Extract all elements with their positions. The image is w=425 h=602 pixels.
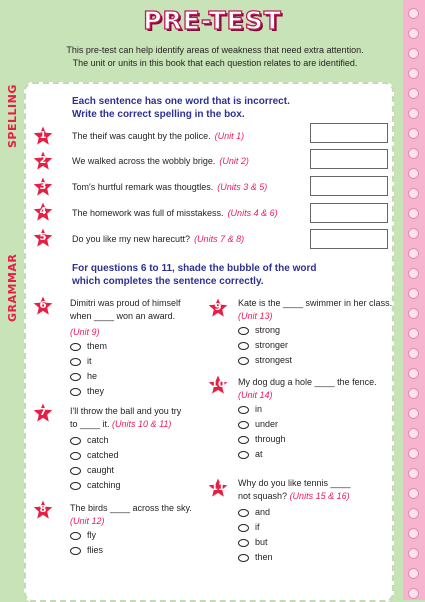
option[interactable] <box>238 535 351 550</box>
option[interactable] <box>238 323 392 338</box>
answer-bubble[interactable] <box>238 421 249 429</box>
option-label: but <box>255 537 268 547</box>
option[interactable] <box>238 353 392 368</box>
answer-box-5[interactable] <box>310 229 388 249</box>
spelling-instructions-line-2: Write the correct spelling in the box. <box>72 109 245 120</box>
option-label: it <box>87 356 92 366</box>
answer-bubble[interactable] <box>238 554 249 562</box>
grammar-question-10 <box>238 376 377 462</box>
answer-bubble[interactable] <box>70 373 81 381</box>
answer-bubble[interactable] <box>70 532 81 540</box>
question-line: when ____ won an award. <box>70 311 176 321</box>
side-label-grammar: GRAMMAR <box>6 253 19 322</box>
option[interactable] <box>238 520 351 535</box>
answer-bubble[interactable] <box>70 452 81 460</box>
option[interactable] <box>70 463 181 478</box>
option-label: they <box>87 386 105 396</box>
question-line: The birds ____ across the sky. <box>70 503 192 513</box>
side-label-spelling: SPELLING <box>6 84 19 148</box>
grammar-instructions-line-2: which completes the sentence correctly. <box>72 276 264 287</box>
grammar-instructions-line-1: For questions 6 to 11, shade the bubble of the word <box>72 263 317 274</box>
question-line <box>70 418 181 431</box>
answer-bubble[interactable] <box>238 436 249 444</box>
unit-reference: (Unit 1) <box>214 131 245 141</box>
option-label: strongest <box>255 355 293 365</box>
star-number-badge <box>33 500 53 520</box>
answer-box-1[interactable] <box>310 123 388 143</box>
option[interactable] <box>70 543 192 558</box>
option[interactable] <box>70 448 181 463</box>
question-text <box>72 131 244 141</box>
question-number: 4 <box>39 206 47 217</box>
answer-box-4[interactable] <box>310 203 388 223</box>
answer-bubble[interactable] <box>238 509 249 517</box>
unit-reference: (Unit 13) <box>238 311 273 321</box>
option[interactable] <box>238 417 377 432</box>
option-label: fly <box>87 530 96 540</box>
question-line <box>238 490 351 503</box>
spelling-instructions <box>72 95 290 121</box>
option-label: catch <box>87 435 109 445</box>
unit-reference: (Unit 2) <box>219 156 249 166</box>
option[interactable] <box>70 433 181 448</box>
sentence-text: The theif was caught by the police. <box>72 131 211 141</box>
option[interactable] <box>70 369 181 384</box>
option-label: in <box>255 404 263 414</box>
option[interactable] <box>70 384 181 399</box>
answer-bubble[interactable] <box>70 482 81 490</box>
unit-reference: (Unit 12) <box>70 516 105 526</box>
star-number-badge <box>33 228 53 248</box>
question-number: 9 <box>214 302 222 313</box>
star-number-badge <box>33 177 53 197</box>
intro-line-1: This pre-test can help identify areas of weakness that need extra attention. <box>66 45 364 55</box>
option-label: them <box>87 341 108 351</box>
unit-reference: (Unit 9) <box>70 327 100 337</box>
unit-reference: (Units 10 & 11) <box>112 419 172 429</box>
sentence-text: We walked across the wobbly brige. <box>72 156 216 166</box>
star-number-badge <box>33 202 53 222</box>
question-number: 8 <box>39 504 47 515</box>
question-number: 10 <box>211 379 225 390</box>
intro-text <box>40 44 390 70</box>
option[interactable] <box>238 432 377 447</box>
question-number: 2 <box>39 155 47 166</box>
question-line-text: not squash? <box>238 491 288 501</box>
option-label: caught <box>87 465 115 475</box>
answer-bubble[interactable] <box>238 357 249 365</box>
question-text <box>72 208 278 218</box>
question-text <box>72 182 267 192</box>
unit-reference: (Units 15 & 16) <box>289 491 350 501</box>
answer-bubble[interactable] <box>238 406 249 414</box>
grammar-instructions <box>72 262 316 288</box>
question-number: 1 <box>39 130 47 141</box>
intro-line-2: The unit or units in this book that each question relates to are identified. <box>72 58 358 68</box>
question-number: 11 <box>211 482 225 493</box>
question-line-text: to ____ it. <box>70 419 110 429</box>
option[interactable] <box>70 354 181 369</box>
option-label: and <box>255 507 271 517</box>
answer-bubble[interactable] <box>238 327 249 335</box>
answer-box-2[interactable] <box>310 149 388 169</box>
star-number-badge <box>33 403 53 423</box>
option[interactable] <box>238 550 351 565</box>
option-label: then <box>255 552 273 562</box>
question-line: I'll throw the ball and you try <box>70 406 182 416</box>
unit-reference: (Unit 14) <box>238 390 273 400</box>
option-label: if <box>255 522 260 532</box>
option-label: flies <box>87 545 104 555</box>
question-number: 7 <box>39 407 47 418</box>
option[interactable] <box>70 339 181 354</box>
binder-strip <box>403 0 425 600</box>
question-text <box>72 234 244 244</box>
question-text <box>72 156 249 166</box>
answer-bubble[interactable] <box>70 358 81 366</box>
star-number-badge <box>33 126 53 146</box>
answer-bubble[interactable] <box>238 342 249 350</box>
star-number-badge <box>208 375 228 395</box>
sentence-text: The homework was full of misstakess. <box>72 208 224 218</box>
unit-reference: (Units 3 & 5) <box>217 182 268 192</box>
grammar-question-9 <box>238 297 392 368</box>
option[interactable] <box>70 528 192 543</box>
question-number: 5 <box>39 232 47 243</box>
star-number-badge <box>208 298 228 318</box>
option[interactable] <box>238 505 351 520</box>
option-label: stronger <box>255 340 289 350</box>
question-line: Dimitri was proud of himself <box>70 298 181 308</box>
answer-bubble[interactable] <box>70 343 81 351</box>
answer-bubble[interactable] <box>238 451 249 459</box>
answer-bubble[interactable] <box>70 437 81 445</box>
option-label: catched <box>87 450 119 460</box>
option[interactable] <box>70 478 181 493</box>
answer-bubble[interactable] <box>238 524 249 532</box>
question-line: Why do you like tennis ____ <box>238 478 351 488</box>
option[interactable] <box>238 402 377 417</box>
unit-reference: (Units 7 & 8) <box>194 234 245 244</box>
grammar-question-11 <box>238 477 351 565</box>
grammar-question-8 <box>70 502 192 558</box>
option-label: he <box>87 371 98 381</box>
option[interactable] <box>238 338 392 353</box>
star-number-badge <box>208 478 228 498</box>
option-label: under <box>255 419 279 429</box>
answer-bubble[interactable] <box>238 539 249 547</box>
option-label: catching <box>87 480 121 490</box>
unit-reference: (Units 4 & 6) <box>227 208 278 218</box>
page-title: PRE-TEST <box>143 6 282 35</box>
question-number: 3 <box>39 181 47 192</box>
option-label: strong <box>255 325 281 335</box>
star-number-badge <box>33 296 53 316</box>
option-label: through <box>255 434 286 444</box>
option-label: at <box>255 449 263 459</box>
answer-bubble[interactable] <box>70 467 81 475</box>
star-number-badge <box>33 151 53 171</box>
answer-bubble[interactable] <box>70 547 81 555</box>
spelling-instructions-line-1: Each sentence has one word that is incorrect. <box>72 96 290 107</box>
answer-bubble[interactable] <box>70 388 81 396</box>
question-number: 6 <box>39 300 47 311</box>
option[interactable] <box>238 447 377 462</box>
grammar-question-7 <box>70 405 181 493</box>
sentence-text: Do you like my new harecutt? <box>72 234 191 244</box>
question-line: Kate is the ____ swimmer in her class. <box>238 298 393 308</box>
question-line: My dog dug a hole ____ the fence. <box>238 377 377 387</box>
grammar-question-6 <box>70 297 181 399</box>
sentence-text: Tom's hurtful remark was thougtles. <box>72 182 214 192</box>
answer-box-3[interactable] <box>310 176 388 196</box>
